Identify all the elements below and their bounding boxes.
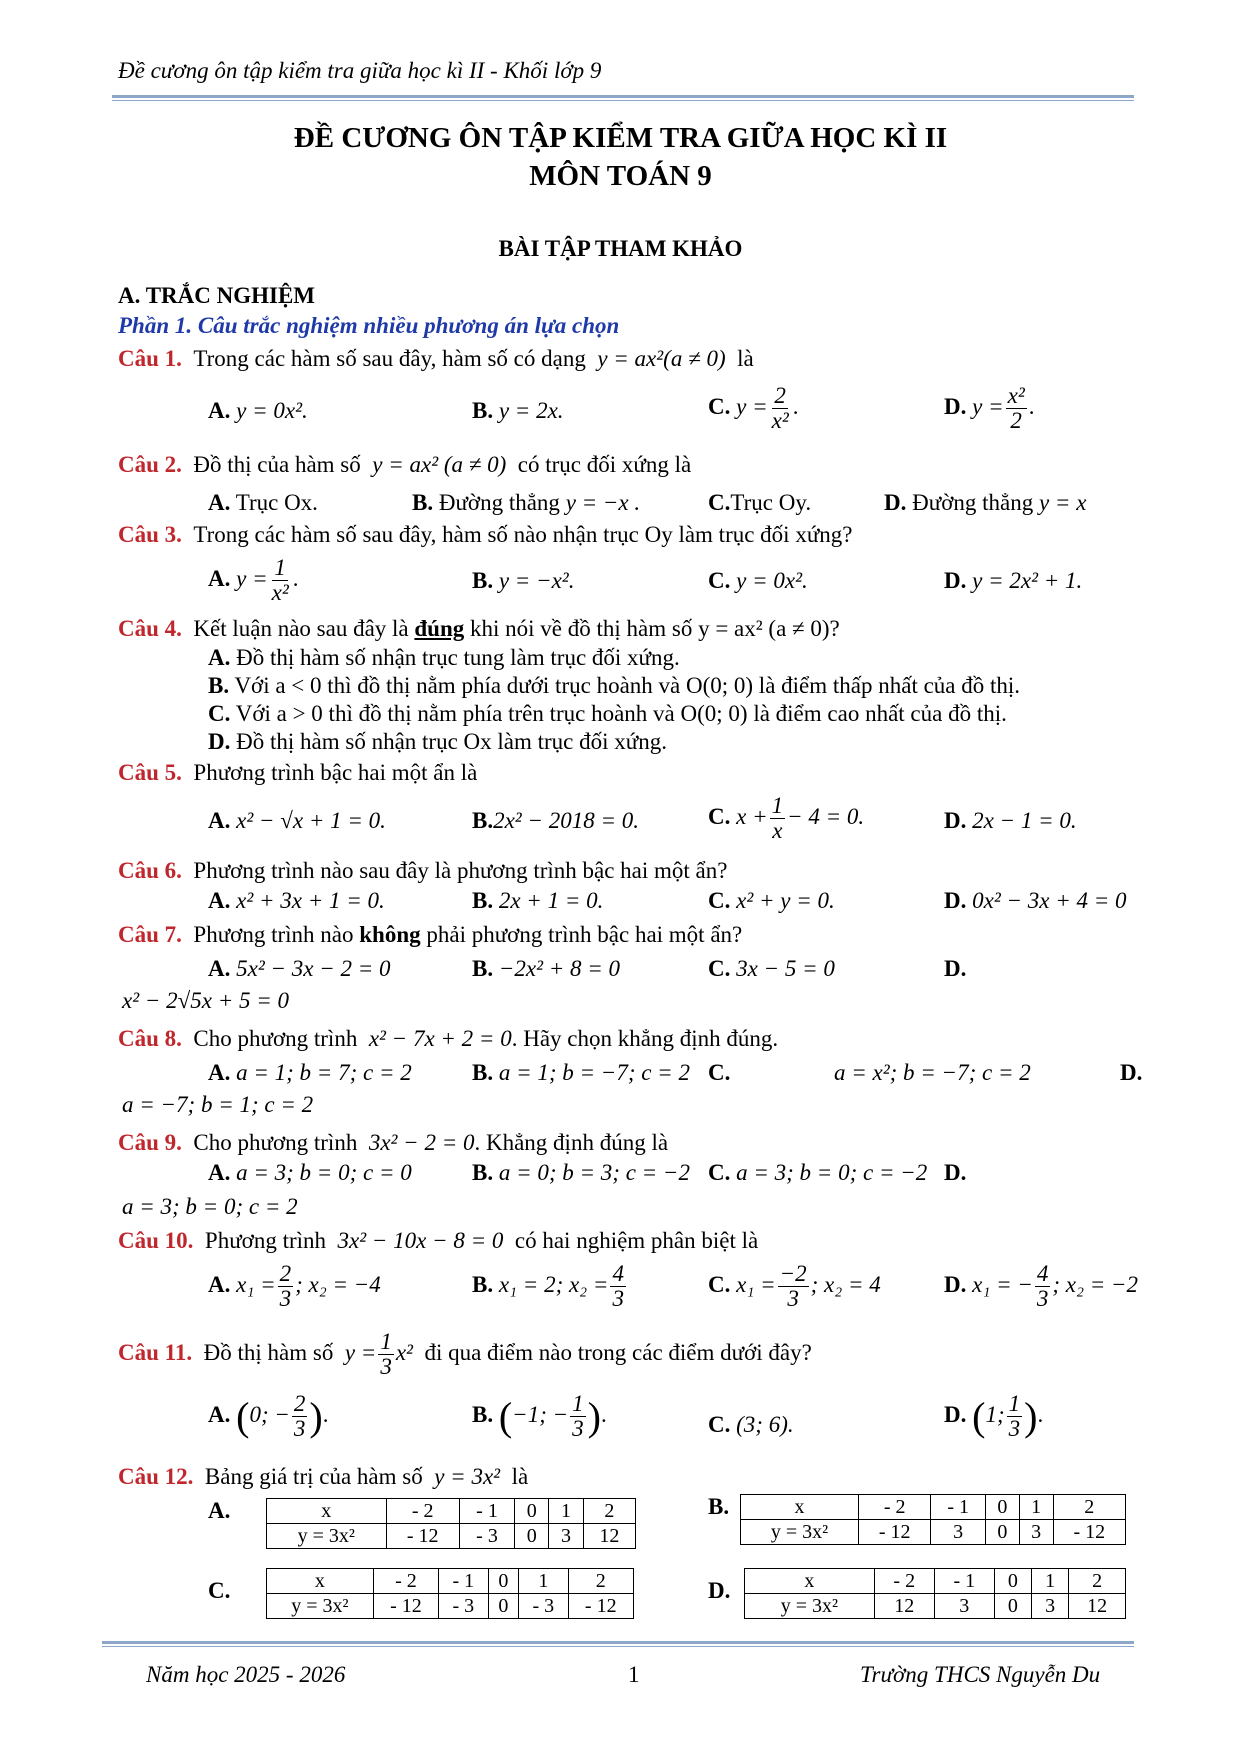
page-header: Đề cương ôn tập kiểm tra giữa học kì II - Khối lớp 9 — [118, 58, 602, 83]
question-2: Câu 2. Đồ thị của hàm số y = ax² (a ≠ 0) có trục đối xứng là — [118, 452, 692, 477]
table-row: y = 3x² - 12 3 0 3 - 12 — [741, 1520, 1126, 1545]
table-row: y = 3x² 12 3 0 3 12 — [745, 1594, 1126, 1619]
q7-option-d-label[interactable]: D. — [944, 956, 967, 981]
math: y = ax²(a ≠ 0) — [597, 346, 726, 371]
q8-option-c[interactable]: a = x²; b = −7; c = 2 — [834, 1060, 1031, 1085]
q5-option-d[interactable]: D. 2x − 1 = 0. — [944, 808, 1077, 833]
q11-option-d[interactable]: D. (1; $\frac{1}{3}$ ). — [944, 1391, 1044, 1442]
q12-option-d-label[interactable]: D. — [708, 1578, 731, 1603]
doc-subtitle: BÀI TẬP THAM KHẢO — [498, 236, 743, 261]
q2-option-a[interactable]: A. Trục Ox. — [208, 490, 318, 515]
q10-option-a[interactable]: A. x₁ = $\frac{2}{3}$ ; x₂ = −4 — [208, 1261, 381, 1312]
q1-option-a[interactable]: A. y = 0x². — [208, 398, 308, 423]
q9-option-b[interactable]: B. a = 0; b = 3; c = −2 — [472, 1160, 690, 1185]
q10-option-b[interactable]: B. x₁ = 2; x₂ = $\frac{4}{3}$ — [472, 1261, 624, 1312]
q7-option-c[interactable]: C. 3x − 5 = 0 — [708, 956, 835, 981]
doc-title-line2: MÔN TOÁN 9 — [529, 160, 712, 192]
question-10: Câu 10. Phương trình 3x² − 10x − 8 = 0 có hai nghiệm phân biệt là — [118, 1228, 759, 1253]
q8-option-d[interactable]: a = −7; b = 1; c = 2 — [122, 1092, 314, 1117]
footer-rule — [102, 1641, 1134, 1644]
q12-table-b — [740, 1494, 1126, 1545]
table-row: x - 2 - 1 0 1 2 — [267, 1499, 636, 1524]
table-row: y = 3x² - 12 - 3 0 - 3 - 12 — [267, 1594, 634, 1619]
question-12: Câu 12. Bảng giá trị của hàm số y = 3x² là — [118, 1464, 529, 1489]
q10-option-c[interactable]: C. x₁ = $\frac{-2}{3}$ ; x₂ = 4 — [708, 1261, 881, 1312]
table-row: x - 2 - 1 0 1 2 — [741, 1495, 1126, 1520]
q6-option-a[interactable]: A. x² + 3x + 1 = 0. — [208, 888, 385, 913]
q5-option-b[interactable]: B.2x² − 2018 = 0. — [472, 808, 639, 833]
q12-option-b-label[interactable]: B. — [708, 1494, 730, 1519]
q6-option-b[interactable]: B. 2x + 1 = 0. — [472, 888, 604, 913]
q4-option-d[interactable]: D. Đồ thị hàm số nhận trục Ox làm trục đối xứng. — [208, 729, 667, 754]
q12-option-a-label[interactable]: A. — [208, 1498, 231, 1523]
q4-option-b[interactable]: B. Với a < 0 thì đồ thị nằm phía dưới trục hoành và O(0; 0) là điểm thấp nhất của đồ thị. — [208, 673, 1021, 698]
table-row: y = 3x² - 12 - 3 0 3 12 — [267, 1524, 636, 1549]
q7-option-d[interactable]: x² − 2√5x + 5 = 0 — [122, 988, 289, 1013]
question-7: Câu 7. Phương trình nào không phải phương trình bậc hai một ẩn? — [118, 922, 743, 947]
q12-option-c-label[interactable]: C. — [208, 1578, 231, 1603]
q5-option-a[interactable]: A. x² − √x + 1 = 0. — [208, 808, 386, 833]
question-tail: là — [737, 346, 754, 371]
q11-option-c[interactable]: C. (3; 6). — [708, 1412, 794, 1437]
question-1 — [118, 346, 754, 372]
q2-option-c[interactable]: C.Trục Oy. — [708, 490, 812, 515]
q9-option-d[interactable]: a = 3; b = 0; c = 2 — [122, 1194, 298, 1219]
q8-option-d-label[interactable]: D. — [1120, 1060, 1143, 1085]
q2-option-b[interactable]: B. Đường thẳng y = −x . — [412, 490, 641, 515]
footer-school-year: Năm học 2025 - 2026 — [146, 1662, 346, 1687]
q8-option-a[interactable]: A. a = 1; b = 7; c = 2 — [208, 1060, 412, 1085]
q3-option-c[interactable]: C. y = 0x². — [708, 568, 808, 593]
q8-option-b[interactable]: B. a = 1; b = −7; c = 2 — [472, 1060, 690, 1085]
question-9: Câu 9. Cho phương trình 3x² − 2 = 0. Khẳng định đúng là — [118, 1130, 669, 1155]
footer-rule-thin — [102, 1646, 1134, 1647]
q3-option-b[interactable]: B. y = −x². — [472, 568, 575, 593]
q11-option-b[interactable]: B. (−1; − $\frac{1}{3}$ ). — [472, 1391, 607, 1442]
q2-option-d[interactable]: D. Đường thẳng y = x — [884, 490, 1087, 515]
question-6: Câu 6. Phương trình nào sau đây là phương trình bậc hai một ẩn? — [118, 858, 728, 883]
q9-option-c[interactable]: C. a = 3; b = 0; c = −2 — [708, 1160, 928, 1185]
q1-option-d[interactable]: D. y = $\frac{\text{x²}}{2}$ . — [944, 383, 1035, 434]
q7-option-a[interactable]: A. 5x² − 3x − 2 = 0 — [208, 956, 391, 981]
q3-option-d[interactable]: D. y = 2x² + 1. — [944, 568, 1083, 593]
table-row: x - 2 - 1 0 1 2 — [267, 1569, 634, 1594]
header-rule-thin — [112, 100, 1134, 101]
question-11: Câu 11. Đồ thị hàm số y = $\frac{1}{3}$ x² đi qua điểm nào trong các điểm dưới đây? — [118, 1329, 812, 1380]
q12-table-d — [744, 1568, 1126, 1619]
part1-title: Phần 1. Câu trắc nghiệm nhiều phương án lựa chọn — [118, 313, 620, 338]
question-5: Câu 5. Phương trình bậc hai một ẩn là — [118, 760, 478, 785]
question-3: Câu 3. Trong các hàm số sau đây, hàm số nào nhận trục Oy làm trục đối xứng? — [118, 522, 853, 547]
table-row: x - 2 - 1 0 1 2 — [745, 1569, 1126, 1594]
header-rule — [112, 95, 1134, 98]
question-4: Câu 4. Kết luận nào sau đây là đúng khi nói về đồ thị hàm số y = ax² (a ≠ 0)? — [118, 616, 840, 641]
question-label: Câu 1. — [118, 346, 182, 371]
q6-option-d[interactable]: D. 0x² − 3x + 4 = 0 — [944, 888, 1127, 913]
q7-option-b[interactable]: B. −2x² + 8 = 0 — [472, 956, 621, 981]
q12-table-c — [266, 1568, 634, 1619]
footer-page-number: 1 — [628, 1662, 640, 1687]
q12-table-a — [266, 1498, 636, 1549]
doc-title-line1: ĐỀ CƯƠNG ÔN TẬP KIỂM TRA GIỮA HỌC KÌ II — [293, 122, 948, 154]
q11-option-a[interactable]: A. (0; − $\frac{2}{3}$ ). — [208, 1391, 329, 1442]
footer-school-name: Trường THCS Nguyễn Du — [860, 1662, 1101, 1687]
q1-option-b[interactable]: B. y = 2x. — [472, 398, 564, 423]
question-text: Trong các hàm số sau đây, hàm số có dạng — [193, 346, 586, 371]
q4-option-c[interactable]: C. Với a > 0 thì đồ thị nằm phía trên trục hoành và O(0; 0) là điểm cao nhất của đồ thị. — [208, 701, 1007, 726]
q8-option-c-label[interactable]: C. — [708, 1060, 731, 1085]
section-a-title: A. TRẮC NGHIỆM — [118, 283, 316, 308]
q9-option-d-label[interactable]: D. — [944, 1160, 967, 1185]
q10-option-d[interactable]: D. x₁ = − $\frac{4}{3}$ ; x₂ = −2 — [944, 1261, 1139, 1312]
question-8: Câu 8. Cho phương trình x² − 7x + 2 = 0. Hãy chọn khẳng định đúng. — [118, 1026, 779, 1051]
q1-option-c[interactable]: C. y = $\frac{2}{\text{x²}}$ . — [708, 383, 799, 434]
q4-option-a[interactable]: A. Đồ thị hàm số nhận trục tung làm trục đối xứng. — [208, 645, 680, 670]
q3-option-a[interactable]: A. y = $\frac{1}{\text{x²}}$ . — [208, 555, 299, 606]
q9-option-a[interactable]: A. a = 3; b = 0; c = 0 — [208, 1160, 412, 1185]
q6-option-c[interactable]: C. x² + y = 0. — [708, 888, 835, 913]
q5-option-c[interactable]: C. x + $\frac{1}{x}$ − 4 = 0. — [708, 793, 865, 844]
